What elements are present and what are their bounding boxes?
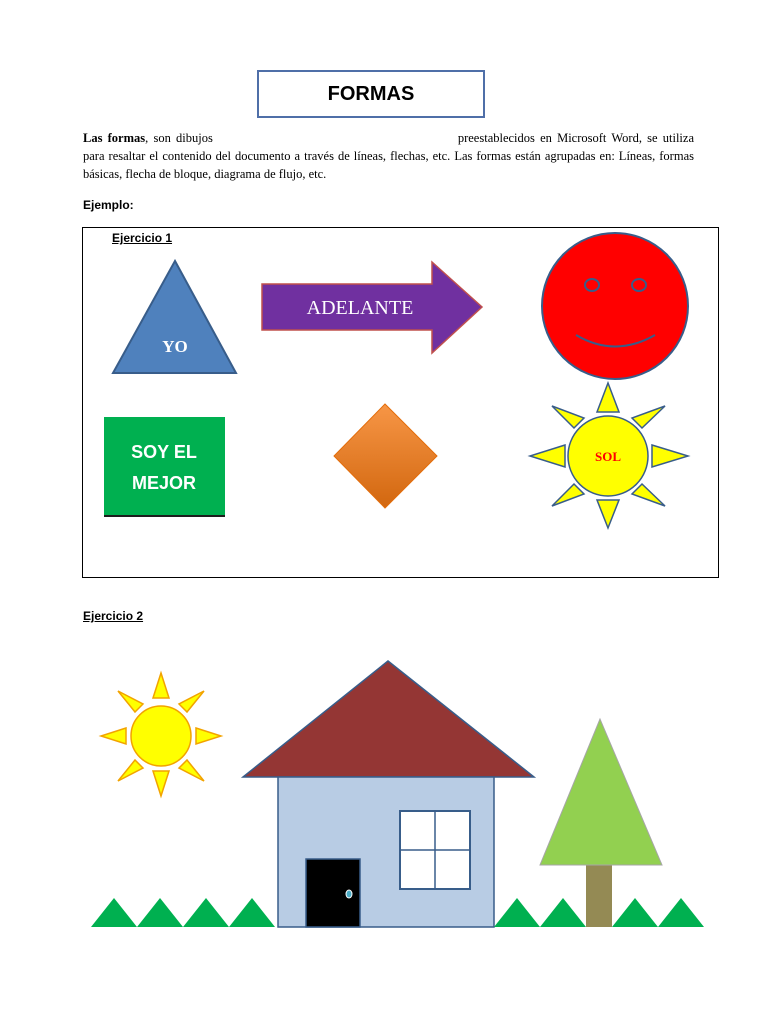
house-window [400, 811, 470, 889]
square-label-line1: SOY EL [131, 442, 197, 462]
intro-bold-term: Las formas [83, 131, 146, 145]
tree [540, 719, 662, 927]
arrow-shape [262, 262, 482, 353]
exercise2-label: Ejercicio 2 [83, 609, 144, 623]
square-shape [104, 417, 225, 516]
arrow-label: ADELANTE [306, 297, 414, 319]
house-roof [243, 661, 534, 777]
smiley-face [542, 233, 688, 379]
grass-left [91, 898, 275, 927]
door-knob [346, 890, 352, 898]
sun-shape-ex2 [101, 673, 221, 796]
exercise1-label: Ejercicio 1 [112, 231, 173, 245]
sun-shape-ex1 [530, 383, 688, 528]
diamond-shape [334, 404, 437, 508]
triangle-shape [113, 261, 236, 373]
house [243, 661, 534, 927]
triangle-label: YO [162, 337, 188, 356]
square-label-line2: MEJOR [131, 473, 197, 493]
tree-crown [540, 719, 662, 865]
example-label: Ejemplo: [83, 198, 134, 212]
tree-trunk [586, 864, 612, 927]
intro-text-part1: , son dibujos [145, 131, 213, 145]
page-title: FORMAS [257, 70, 485, 118]
sun-label: SOL [594, 449, 622, 464]
intro-text-part2: preestablecidos en Microsoft Word, se utiliza para resaltar el contenido del documento a través de líneas, flechas, etc. Las formas están agrupadas en: Líneas, formas básicas, flecha de bloque, diagrama de flujo, etc. [83, 131, 694, 181]
